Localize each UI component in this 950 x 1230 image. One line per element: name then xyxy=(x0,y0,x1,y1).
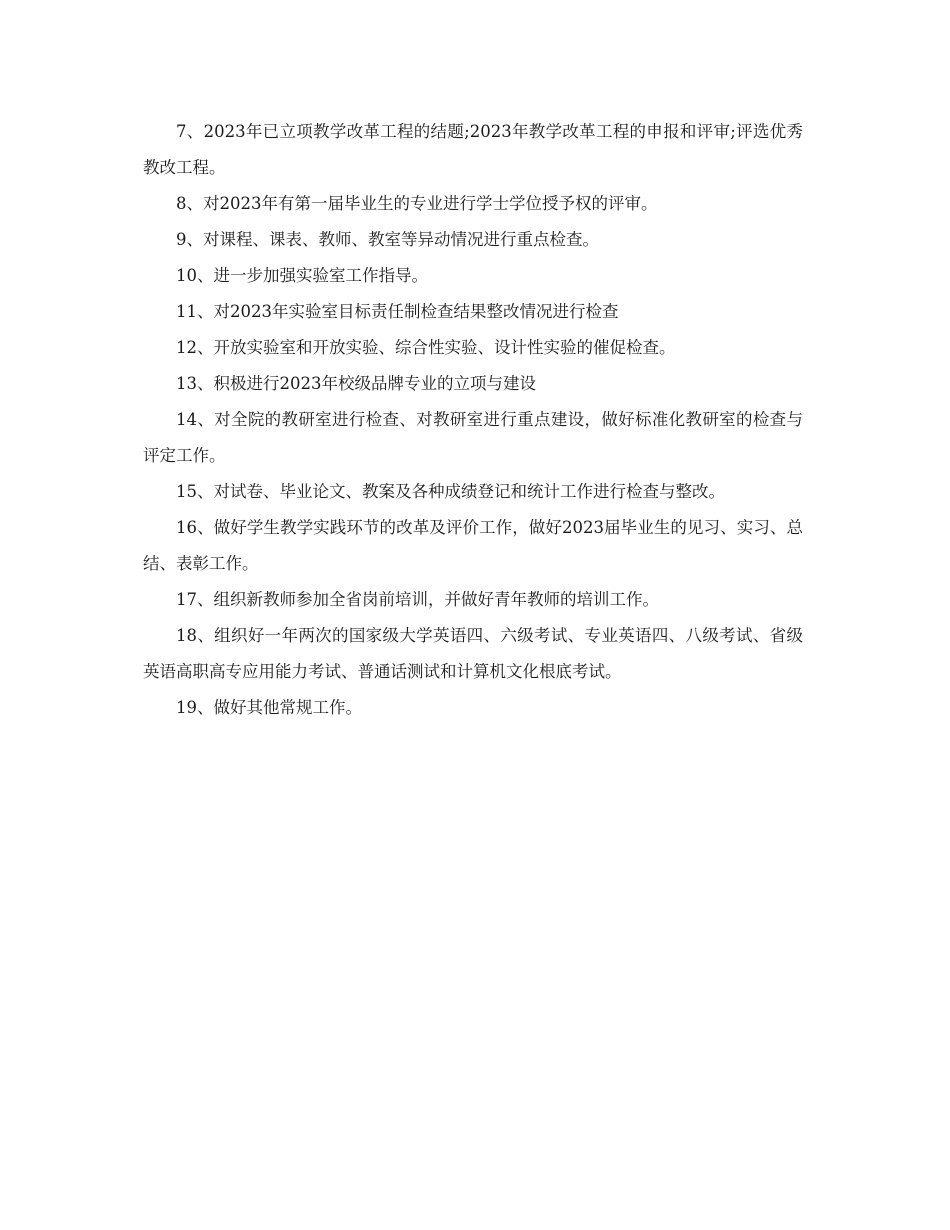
paragraph-item-18: 18、组织好一年两次的国家级大学英语四、六级考试、专业英语四、八级考试、省级英语高职高专应用能力考试、普通话测试和计算机文化根底考试。 xyxy=(143,626,803,681)
paragraph-item-15: 15、对试卷、毕业论文、教案及各种成绩登记和统计工作进行检查与整改。 xyxy=(176,482,725,501)
paragraph-item-12: 12、开放实验室和开放实验、综合性实验、设计性实验的催促检查。 xyxy=(176,338,676,357)
paragraph-item-10: 10、进一步加强实验室工作指导。 xyxy=(176,266,428,285)
paragraph-item-14: 14、对全院的教研室进行检查、对教研室进行重点建设，做好标准化教研室的检查与评定工作。 xyxy=(143,410,803,465)
paragraph-item-9: 9、对课程、课表、教师、教室等异动情况进行重点检查。 xyxy=(176,230,599,249)
paragraph-item-7: 7、2023年已立项教学改革工程的结题;2023年教学改革工程的申报和评审;评选优秀教改工程。 xyxy=(143,122,803,177)
paragraph-item-19: 19、做好其他常规工作。 xyxy=(176,698,362,717)
document-body xyxy=(143,114,803,726)
paragraph-item-13: 13、积极进行2023年校级品牌专业的立项与建设 xyxy=(176,374,536,393)
paragraph-item-8: 8、对2023年有第一届毕业生的专业进行学士学位授予权的评审。 xyxy=(176,194,658,213)
paragraph-item-11: 11、对2023年实验室目标责任制检查结果整改情况进行检查 xyxy=(176,302,619,321)
paragraph-item-16: 16、做好学生教学实践环节的改革及评价工作，做好2023届毕业生的见习、实习、总结、表彰工作。 xyxy=(143,518,803,573)
paragraph-item-17: 17、组织新教师参加全省岗前培训，并做好青年教师的培训工作。 xyxy=(176,590,659,609)
